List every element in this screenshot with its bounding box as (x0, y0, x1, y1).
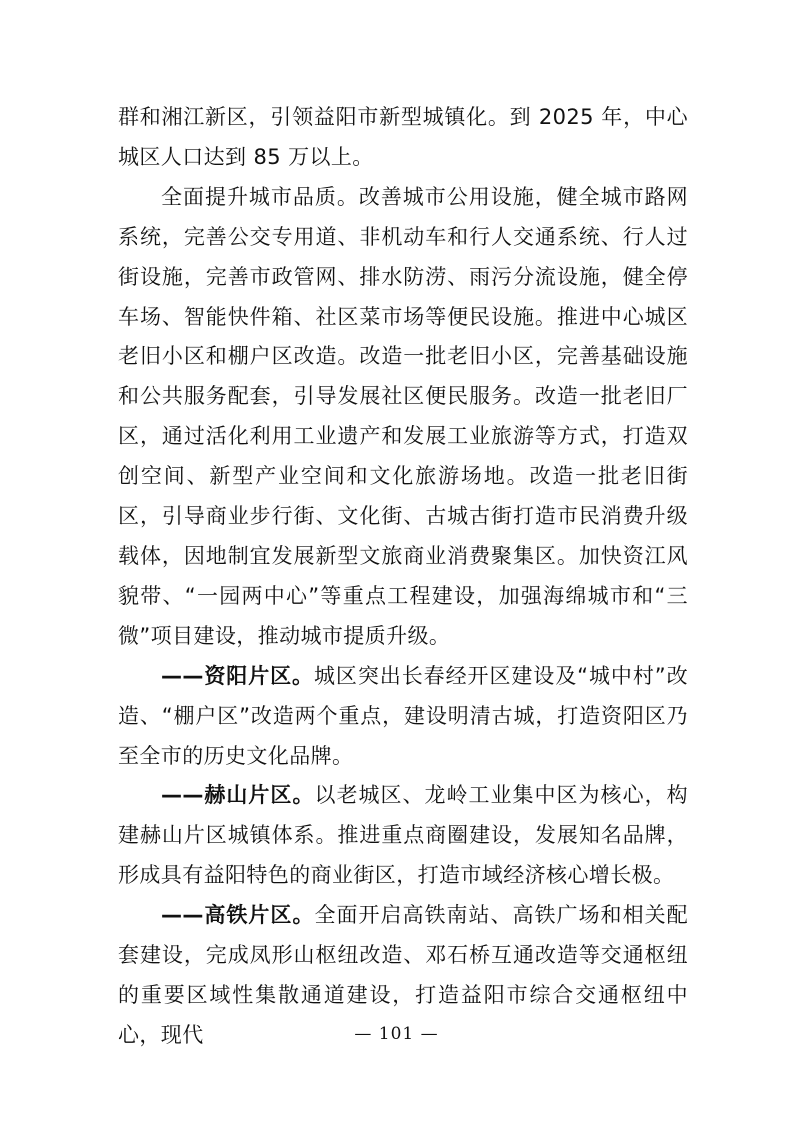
paragraph-text: 群和湘江新区，引领益阳市新型城镇化。到 2025 年，中心城区人口达到 85 万以上。 (118, 105, 688, 169)
paragraph-continuation (118, 98, 688, 178)
body-text (118, 98, 688, 1056)
paragraph-text: 以老城区、龙岭工业集中区为核心，构建赫山片区城镇体系。推进重点商圈建设，发展知名品牌，形成具有益阳特色的商业街区，打造市域经济核心增长极。 (118, 783, 688, 888)
page-number: — 101 — (354, 1024, 439, 1044)
paragraph-heshan-district (118, 776, 688, 896)
paragraph-text: 全面提升城市品质。改善城市公用设施，健全城市路网系统，完善公交专用道、非机动车和行人交通系统、行人过街设施，完善市政管网、排水防涝、雨污分流设施，健全停车场、智能快件箱、社区菜市场等便民设施。推进中心城区老旧小区和棚户区改造。改造一批老旧小区，完善基础设施和公共服务配套，引导发展社区便民服务。改造一批老旧厂区，通过活化利用工业遗产和发展工业旅游等方式，打造双创空间、新型产业空间和文化旅游场地。改造一批老旧街区，引导商业步行街、文化街、古城古街打造市民消费升级载体，因地制宜发展新型文旅商业消费聚集区。加快资江风貌带、“一园两中心”等重点工程建设，加强海绵城市和“三微”项目建设，推动城市提质升级。 (118, 184, 688, 648)
paragraph-heading: ——高铁片区。 (161, 903, 315, 928)
paragraph-heading: ——赫山片区。 (161, 783, 315, 808)
paragraph-heading: ——资阳片区。 (161, 663, 314, 688)
paragraph-text: 城区突出长春经开区建设及“城中村”改造、“棚户区”改造两个重点，建设明清古城，打造资阳区乃至全市的历史文化品牌。 (118, 663, 688, 768)
paragraph-city-quality (118, 178, 688, 657)
paragraph-ziyang-district (118, 657, 688, 777)
paragraph-text: 全面开启高铁南站、高铁广场和相关配套建设，完成凤形山枢纽改造、邓石桥互通改造等交通枢纽的重要区域性集散通道建设，打造益阳市综合交通枢纽中心，现代 (118, 903, 688, 1047)
